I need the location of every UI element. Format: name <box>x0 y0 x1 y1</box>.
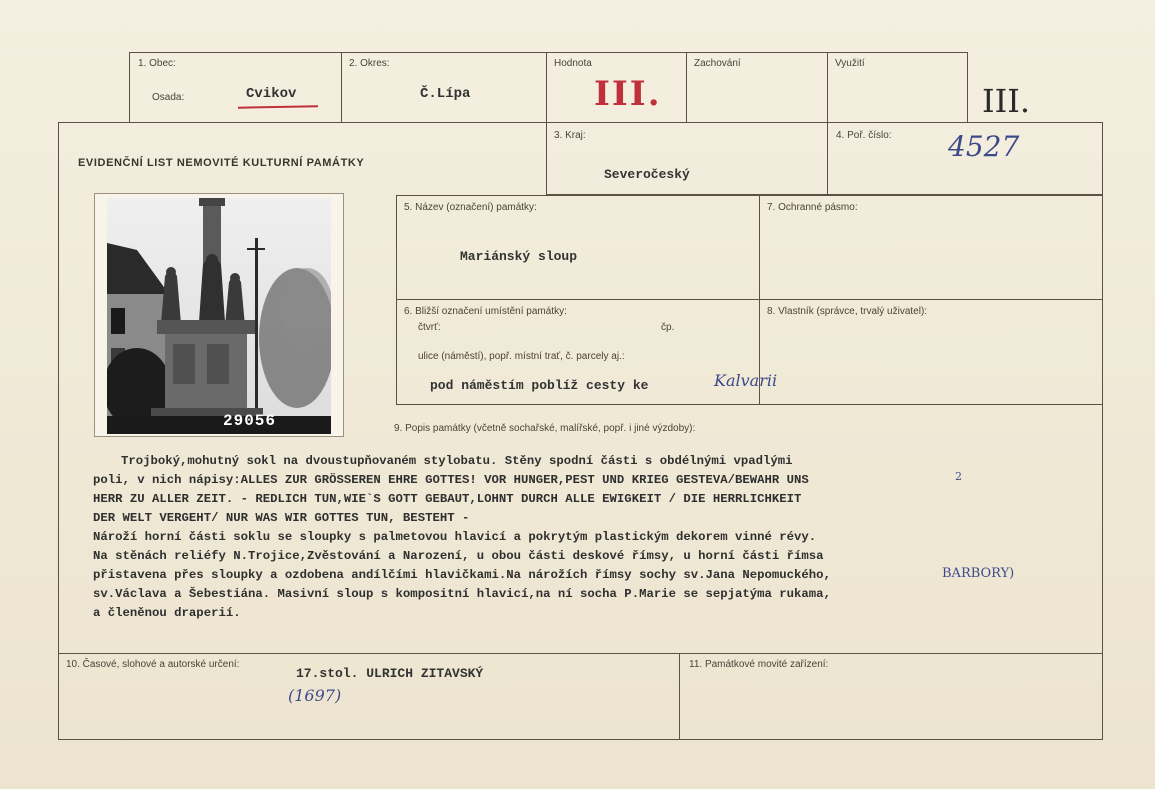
popis-line: a členěnou draperií. <box>93 606 241 620</box>
vlastnik-label: 8. Vlastník (správce, trvalý uživatel): <box>767 306 928 317</box>
monument-photo <box>94 193 344 437</box>
casove-label: 10. Časové, slohové a autorské určení: <box>66 659 240 670</box>
ochranne-label: 7. Ochranné pásmo: <box>767 202 858 213</box>
osada-value: Cvikov <box>246 86 297 102</box>
nazev-label: 5. Název (označení) památky: <box>404 202 537 213</box>
hodnota-label: Hodnota <box>554 58 592 69</box>
hand-barbory: BARBORY) <box>942 566 1015 581</box>
cp-label: čp. <box>661 322 675 333</box>
kraj-label: 3. Kraj: <box>554 130 586 141</box>
popis-line: Trojboký,mohutný sokl na dvoustupňovaném stylobatu. Stěny spodní části s obdélnými vpadlými <box>121 454 793 468</box>
kraj-box <box>546 122 828 195</box>
popis-line: DER WELT VERGEHT/ NUR WAS WIR GOTTES TUN, BESTEHT - <box>93 511 470 525</box>
obec-label: 1. Obec: <box>138 58 176 69</box>
casove-hand: (1697) <box>288 686 342 705</box>
nazev-value: Mariánský sloup <box>460 249 578 264</box>
umisteni-value: pod náměstím poblíž cesty ke <box>430 378 649 393</box>
okres-value: Č.Lípa <box>420 86 471 102</box>
umisteni-label: 6. Bližší označení umístění památky: <box>404 306 567 317</box>
ctvrt-label: čtvrť: <box>418 322 441 333</box>
por-cislo-label: 4. Poř. číslo: <box>836 130 892 141</box>
popis-line: HERR ZU ALLER ZEIT. - REDLICH TUN,WIE`S GOTT GEBAUT,LOHNT DURCH ALLE EWIGKEIT / DIE HERRLICHKEIT <box>93 492 802 506</box>
popis-line: Nároží horní části soklu se sloupky s palmetovou hlavicí a pokrytým plastickým dekorem vinné révy. <box>93 530 817 544</box>
umisteni-hand: Kalvarii <box>714 371 778 390</box>
card-title: EVIDENČNÍ LIST NEMOVITÉ KULTURNÍ PAMÁTKY <box>78 157 365 169</box>
movite-label: 11. Památkové movité zařízení: <box>689 659 829 670</box>
por-cislo-value: 4527 <box>948 130 1020 163</box>
photo-number: 29056 <box>223 412 277 430</box>
casove-value: 17.stol. ULRICH ZITAVSKÝ <box>296 666 484 681</box>
osada-label: Osada: <box>152 92 185 103</box>
ulice-label: ulice (náměstí), popř. místní trať, č. parcely aj.: <box>418 351 625 362</box>
hodnota-mark: III. <box>594 74 662 114</box>
popis-line: poli, v nich nápisy:ALLES ZUR GRÖSSEREN EHRE GOTTES! VOR HUNGER,PEST UND KRIEG GESTEVA/BEWAHR UNS <box>93 473 809 487</box>
kraj-value: Severočeský <box>604 167 690 182</box>
popis-label: 9. Popis památky (včetně sochařské, malířské, popř. i jiné výzdoby): <box>394 423 696 434</box>
vyuziti-label: Využití <box>835 58 865 69</box>
hand-small: 2 <box>955 470 962 483</box>
corner-mark: III. <box>982 82 1031 120</box>
okres-label: 2. Okres: <box>349 58 390 69</box>
marian-column-photo <box>107 198 331 434</box>
popis-text <box>93 452 1093 623</box>
popis-line: Na stěnách reliéfy N.Trojice,Zvěstování a Narození, u obou části deskové římsy, u horní části římsa <box>93 549 824 563</box>
popis-line: přistavena přes sloupky a ozdobena andílčími hlavičkami.Na nárožích římsy sochy sv.Jana Nepomuckého, <box>93 568 831 582</box>
popis-line: sv.Václava a Šebestiána. Masivní sloup s kompositní hlavicí,na ní socha P.Marie se sepjatýma rukama, <box>93 587 831 601</box>
zachovani-label: Zachování <box>694 58 741 69</box>
